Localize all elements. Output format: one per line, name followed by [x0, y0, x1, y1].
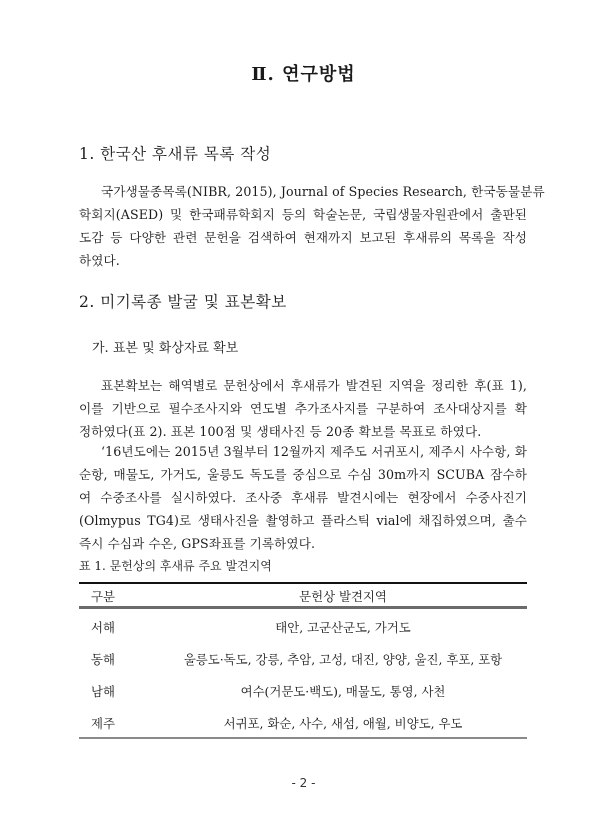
- table-row-locations: 여수(거문도·백도), 매물도, 통영, 사천: [240, 684, 446, 699]
- paragraph-line: 표본확보는 해역별로 문헌상에서 후새류가 발견된 지역을 정리한 후(표 1),: [101, 378, 527, 393]
- subsection-title: 가. 표본 및 화상자료 확보: [92, 341, 239, 356]
- table-header-rule: [79, 606, 527, 609]
- table-header-locations: 문헌상 발견지역: [299, 589, 387, 604]
- table-row-category: 서해: [91, 620, 115, 635]
- section2-paragraph-2: [79, 440, 527, 555]
- table-row-category: 제주: [91, 716, 115, 731]
- paragraph-line: (Olmypus TG4)로 생태사진을 촬영하고 플라스틱 vial에 채집하였으며, 출수: [79, 513, 527, 528]
- paragraph-line: 하였다.: [79, 253, 120, 268]
- table-header-category: 구분: [91, 589, 115, 604]
- paragraph-line: 즉시 수심과 수온, GPS좌표를 기록하였다.: [79, 536, 316, 551]
- section2-paragraph-1: [79, 374, 527, 443]
- page-number: - 2 -: [291, 776, 316, 790]
- paragraph-line: 국가생물종목록(NIBR, 2015), Journal of Species Research, 한국동물분류: [101, 184, 545, 199]
- section1-paragraph: [79, 180, 545, 272]
- table-bottom-rule: [79, 737, 527, 739]
- paragraph-line: 학회지(ASED) 및 한국패류학회지 등의 학술논문, 국립생물자원관에서 출판된: [79, 207, 527, 222]
- section-title-2: 2. 미기록종 발굴 및 표본확보: [79, 293, 287, 311]
- paragraph-line: 여 수중조사를 실시하였다. 조사중 후새류 발견시에는 현장에서 수중사진기: [79, 490, 527, 505]
- chapter-title: Ⅱ. 연구방법: [251, 64, 356, 85]
- table-row-locations: 서귀포, 화순, 사수, 새섬, 애월, 비양도, 우도: [223, 716, 463, 731]
- table-top-rule: [79, 582, 527, 584]
- paragraph-line: ‘16년도에는 2015년 3월부터 12월까지 제주도 서귀포시, 제주시 사수항, 화: [101, 444, 527, 459]
- table-row-category: 동해: [91, 652, 115, 667]
- table-row-locations: 울릉도·독도, 강릉, 추암, 고성, 대진, 양양, 울진, 후포, 포항: [183, 652, 503, 667]
- paragraph-line: 정하였다(표 2). 표본 100점 및 생태사진 등 20종 확보를 목표로 하였다.: [79, 424, 482, 439]
- paragraph-line: 이를 기반으로 필수조사지와 연도별 추가조사지를 구분하여 조사대상지를 확: [79, 401, 527, 416]
- section-title-1: 1. 한국산 후새류 목록 작성: [79, 145, 272, 163]
- paragraph-line: 순항, 매물도, 가거도, 울릉도 독도를 중심으로 수심 30m까지 SCUBA 잠수하: [79, 467, 527, 482]
- paragraph-line: 도감 등 다양한 관련 문헌을 검색하여 현재까지 보고된 후새류의 목록을 작성: [79, 230, 527, 245]
- table-row-category: 남해: [91, 684, 115, 699]
- table-row-locations: 태안, 고군산군도, 가거도: [275, 620, 411, 635]
- table-caption: 표 1. 문헌상의 후새류 주요 발견지역: [79, 559, 272, 573]
